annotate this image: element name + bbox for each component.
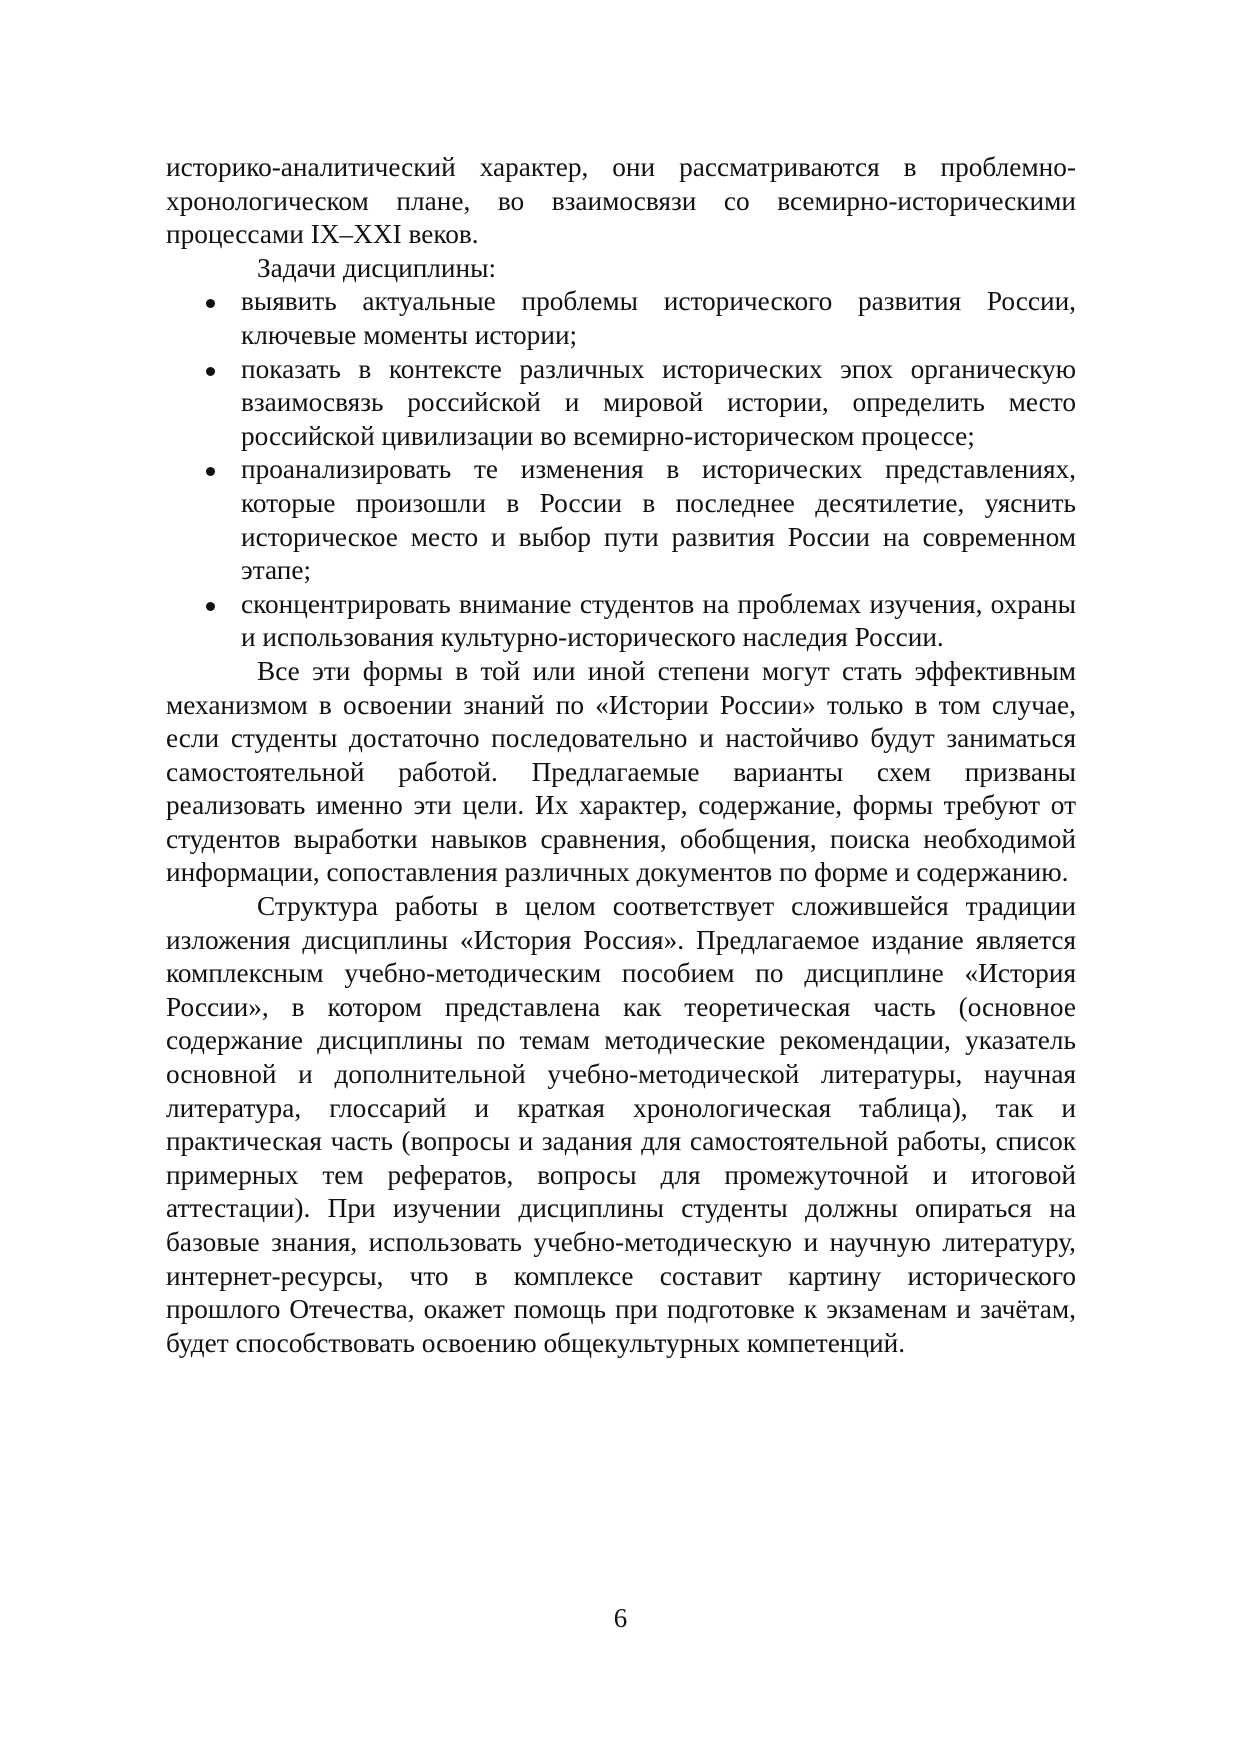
list-item — [166, 353, 1076, 454]
intro-paragraph: историко-аналитический характер, они рассматриваются в проблемно-хронологическом плане, во взаимосвязи со всемирно-историческими процессами IX–XXI веков. — [166, 152, 1076, 250]
list-item — [166, 453, 1076, 587]
document-body — [166, 151, 1076, 1360]
list-item-text: проанализировать те изменения в исторических представлениях, которые произошли в России в последнее десятилетие, уяснить историческое место и выбор пути развития России на современном этапе; — [241, 454, 1076, 586]
bullet-icon — [206, 602, 215, 611]
page-number: 6 — [613, 1603, 628, 1633]
tasks-list — [166, 285, 1076, 655]
list-item — [166, 285, 1076, 352]
structure-paragraph: Структура работы в целом соответствует сложившейся традиции изложения дисциплины «История Россия». Предлагаемое издание является комплексным учебно-методическим пособием по дисциплине «История России», в котором представлена как теоретическая часть (основное содержание дисциплины по темам методические рекомендации, указатель основной и дополнительной учебно-методической литературы, научная литература, глоссарий и краткая хронологическая таблица), так и практическая часть (вопросы и задания для самостоятельной работы, список примерных тем рефератов, вопросы для промежуточной и итоговой аттестации). При изучении дисциплины студенты должны опираться на базовые знания, использовать учебно-методическую и научную литературу, интернет-ресурсы, что в комплексе составит картину исторического прошлого Отечества, окажет помощь при подготовке к экзаменам и зачётам, будет способствовать освоению общекультурных компетенций. — [166, 891, 1076, 1358]
list-item — [166, 588, 1076, 655]
forms-paragraph: Все эти формы в той или иной степени могут стать эффективным механизмом в освоении знаний по «Истории России» только в том случае, если студенты достаточно последовательно и настойчиво будут заниматься самостоятельной работой. Предлагаемые варианты схем призваны реализовать именно эти цели. Их характер, содержание, формы требуют от студентов выработки навыков сравнения, обобщения, поиска необходимой информации, сопоставления различных документов по форме и содержанию. — [166, 655, 1076, 888]
bullet-icon — [206, 467, 215, 476]
bullet-icon — [206, 299, 215, 308]
bullet-icon — [206, 367, 215, 376]
list-item-text: выявить актуальные проблемы исторического развития России, ключевые моменты истории; — [241, 286, 1076, 350]
tasks-heading: Задачи дисциплины: — [257, 252, 497, 283]
list-item-text: сконцентрировать внимание студентов на проблемах изучения, охраны и использования культурно-исторического наследия России. — [241, 588, 1076, 653]
list-item-text: показать в контексте различных исторических эпох органическую взаимосвязь российской и мировой истории, определить место российской цивилизации во всемирно-историческом процессе; — [241, 353, 1076, 451]
